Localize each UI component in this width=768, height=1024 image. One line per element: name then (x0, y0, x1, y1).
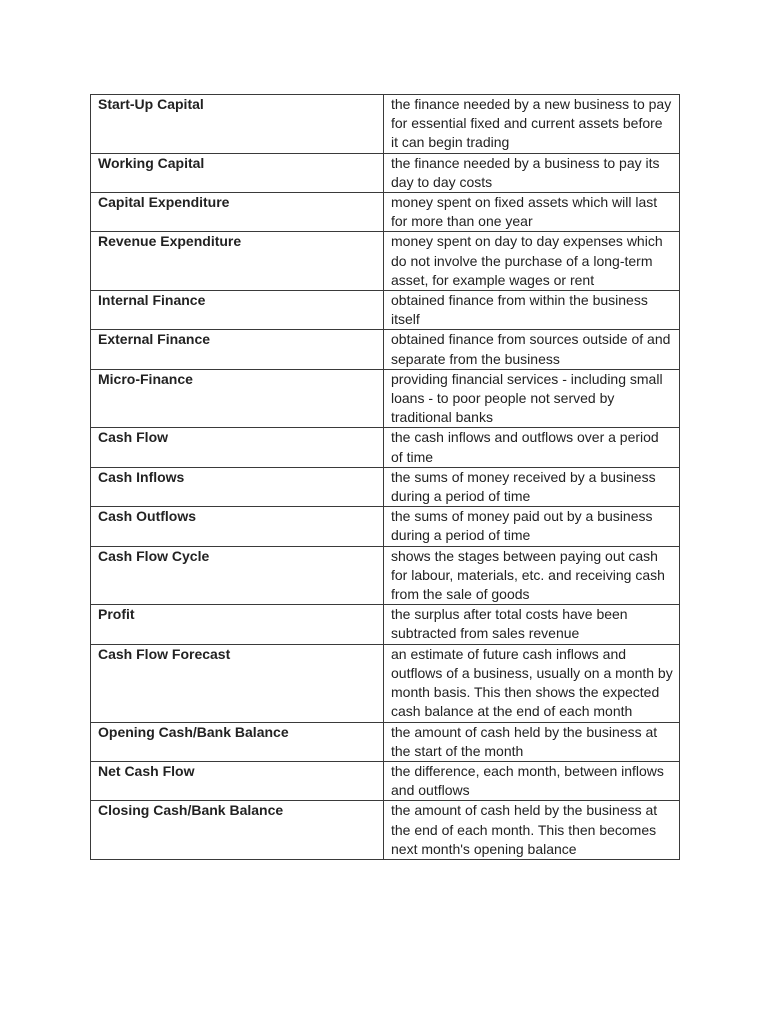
table-row (91, 330, 680, 369)
table-row (91, 722, 680, 761)
table-row (91, 605, 680, 644)
term-cell: Revenue Expenditure (91, 232, 384, 291)
table-row (91, 153, 680, 192)
term-cell: Cash Inflows (91, 467, 384, 506)
definition-cell: the difference, each month, between inflows and outflows (384, 761, 680, 800)
definition-cell: money spent on day to day expenses which do not involve the purchase of a long-term asset, for example wages or rent (384, 232, 680, 291)
term-cell: Opening Cash/Bank Balance (91, 722, 384, 761)
definition-cell: the amount of cash held by the business at the start of the month (384, 722, 680, 761)
table-row (91, 95, 680, 154)
table-row (91, 761, 680, 800)
table-row (91, 428, 680, 467)
definition-cell: the cash inflows and outflows over a period of time (384, 428, 680, 467)
term-cell: Cash Flow (91, 428, 384, 467)
term-cell: Internal Finance (91, 291, 384, 330)
definition-cell: money spent on fixed assets which will last for more than one year (384, 193, 680, 232)
definition-cell: the finance needed by a business to pay its day to day costs (384, 153, 680, 192)
table-row (91, 232, 680, 291)
definition-cell: the sums of money received by a business during a period of time (384, 467, 680, 506)
definition-cell: the sums of money paid out by a business during a period of time (384, 507, 680, 546)
definition-cell: obtained finance from sources outside of and separate from the business (384, 330, 680, 369)
glossary-table (90, 94, 680, 860)
definition-cell: obtained finance from within the business itself (384, 291, 680, 330)
term-cell: Net Cash Flow (91, 761, 384, 800)
table-row (91, 369, 680, 428)
table-row (91, 193, 680, 232)
definition-cell: an estimate of future cash inflows and outflows of a business, usually on a month by month basis. This then shows the expected cash balance at the end of each month (384, 644, 680, 722)
table-row (91, 644, 680, 722)
term-cell: Closing Cash/Bank Balance (91, 801, 384, 860)
term-cell: Profit (91, 605, 384, 644)
table-row (91, 801, 680, 860)
term-cell: Capital Expenditure (91, 193, 384, 232)
table-row (91, 467, 680, 506)
definition-cell: shows the stages between paying out cash for labour, materials, etc. and receiving cash from the sale of goods (384, 546, 680, 605)
term-cell: Micro-Finance (91, 369, 384, 428)
table-row (91, 546, 680, 605)
glossary-body (91, 95, 680, 860)
term-cell: Start-Up Capital (91, 95, 384, 154)
definition-cell: providing financial services - including small loans - to poor people not served by traditional banks (384, 369, 680, 428)
term-cell: Working Capital (91, 153, 384, 192)
definition-cell: the finance needed by a new business to pay for essential fixed and current assets before it can begin trading (384, 95, 680, 154)
definition-cell: the amount of cash held by the business at the end of each month. This then becomes next month's opening balance (384, 801, 680, 860)
table-row (91, 291, 680, 330)
term-cell: Cash Outflows (91, 507, 384, 546)
table-row (91, 507, 680, 546)
term-cell: Cash Flow Cycle (91, 546, 384, 605)
term-cell: External Finance (91, 330, 384, 369)
definition-cell: the surplus after total costs have been subtracted from sales revenue (384, 605, 680, 644)
term-cell: Cash Flow Forecast (91, 644, 384, 722)
